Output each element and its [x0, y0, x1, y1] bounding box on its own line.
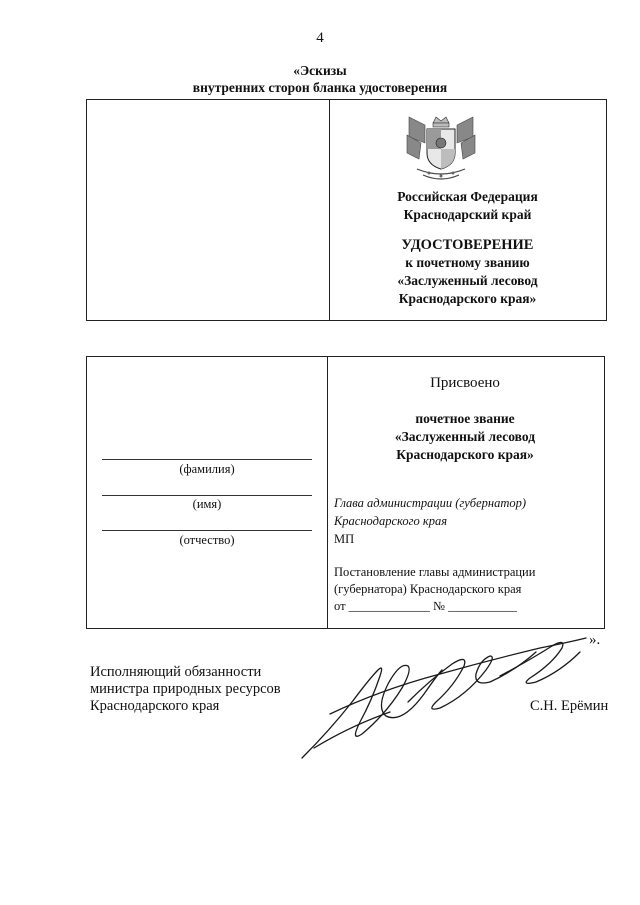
page-number: 4	[316, 30, 324, 46]
signer-line-2: Краснодарского края	[334, 514, 448, 528]
award-title-line-1: почетное звание	[415, 411, 515, 426]
first-name-line	[102, 495, 312, 496]
surname-caption: (фамилия)	[179, 462, 235, 476]
position-line-2: министра природных ресурсов	[90, 681, 281, 697]
decree-line-2: (губернатора) Краснодарского края	[334, 582, 522, 596]
title-line-2: внутренних сторон бланка удостоверения	[192, 80, 448, 95]
signer-line-1: Глава администрации (губернатор)	[334, 496, 527, 510]
outer-side-divider	[329, 99, 330, 321]
stamp-label: МП	[334, 532, 355, 546]
decree-line-1: Постановление главы администрации	[334, 565, 536, 579]
title-line-1: «Эскизы	[293, 63, 347, 78]
region-line-2: Краснодарский край	[403, 207, 532, 222]
inner-side-divider	[327, 356, 328, 629]
first-name-caption: (имя)	[192, 497, 222, 511]
honor-title-line-2: Краснодарского края»	[398, 291, 537, 306]
patronymic-line	[102, 530, 312, 531]
position-line-1: Исполняющий обязанности	[90, 664, 262, 680]
signer-name: С.Н. Ерёмин	[530, 698, 609, 714]
document-subtitle: к почетному званию	[405, 255, 530, 270]
surname-line	[102, 459, 312, 460]
krasnodar-coat-of-arms-icon	[403, 113, 479, 185]
award-title-line-2: «Заслуженный лесовод	[394, 429, 536, 444]
document-title: УДОСТОВЕРЕНИЕ	[401, 237, 534, 253]
handwritten-signature	[290, 630, 590, 770]
position-line-3: Краснодарского края	[90, 698, 220, 714]
patronymic-caption: (отчество)	[179, 533, 235, 547]
awarded-label: Присвоено	[430, 375, 500, 391]
closing-quote: ».	[589, 632, 601, 648]
decree-line-3: от _____________ № ___________	[334, 599, 517, 613]
award-title-line-3: Краснодарского края»	[396, 447, 534, 462]
region-line-1: Российская Федерация	[397, 189, 538, 204]
honor-title-line-1: «Заслуженный лесовод	[397, 273, 538, 288]
